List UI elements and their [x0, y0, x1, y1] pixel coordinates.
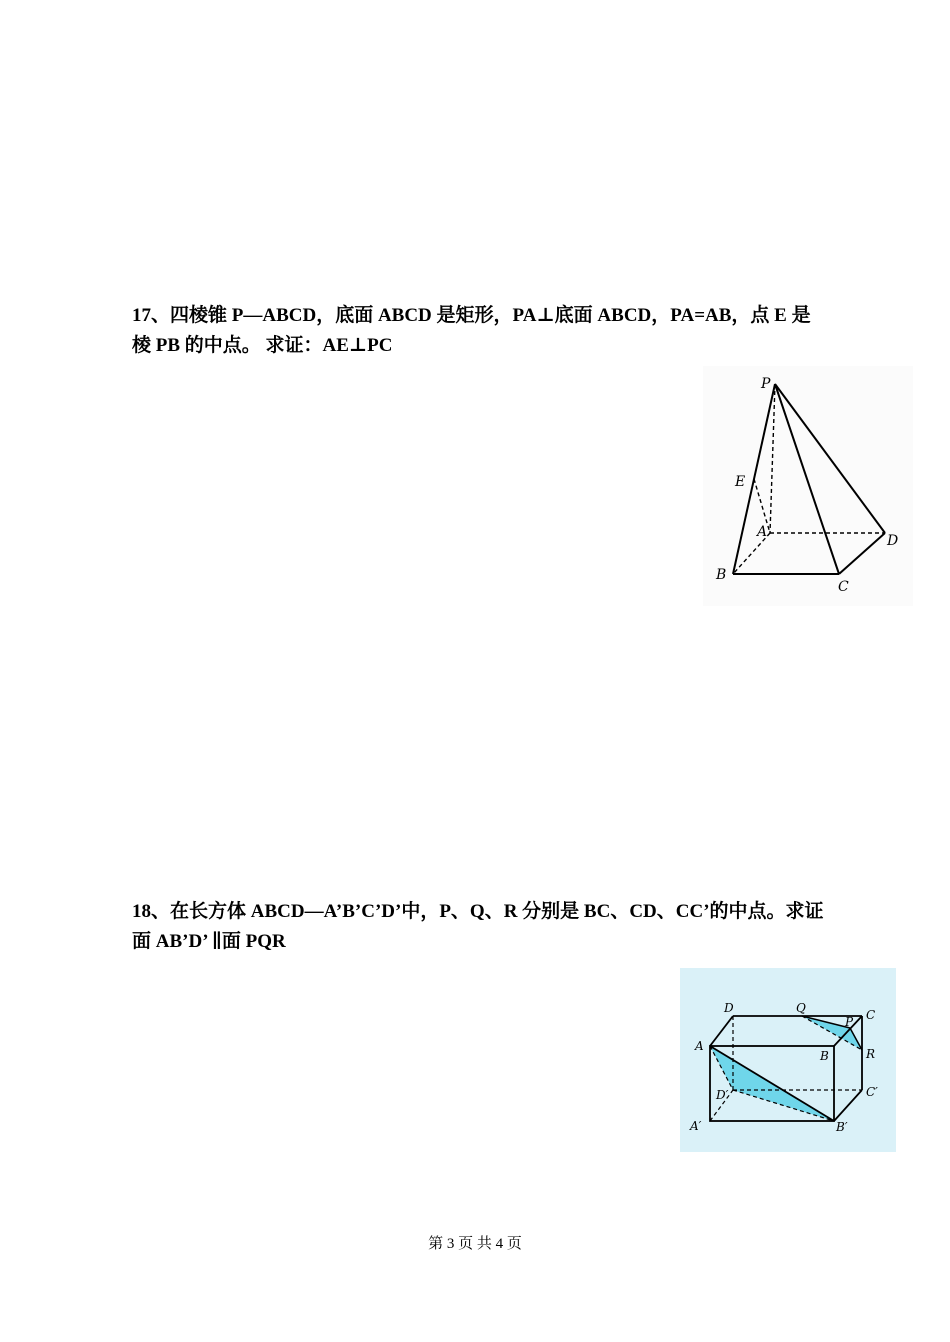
label-b: B: [820, 1049, 829, 1063]
pyramid-figure: [703, 366, 913, 606]
question-18-line-2: 面 AB’D’ ∥面 PQR: [132, 931, 286, 952]
label-b: B: [716, 567, 727, 583]
cuboid-figure: [680, 968, 896, 1152]
question-18: [132, 897, 872, 957]
label-b-prime: B′: [836, 1120, 848, 1134]
question-17: [132, 301, 872, 361]
label-c: C: [866, 1008, 876, 1022]
label-d: D: [887, 533, 899, 549]
cuboid-diagram: [680, 968, 896, 1152]
label-p: P: [845, 1015, 854, 1029]
label-r: R: [866, 1047, 876, 1061]
label-a: A: [695, 1039, 704, 1053]
label-d: D: [724, 1001, 734, 1015]
label-a: A: [757, 524, 768, 540]
page-footer: 第 3 页 共 4 页: [428, 1236, 522, 1252]
label-a-prime: A′: [690, 1119, 702, 1133]
question-18-line-1: 18、在长方体 ABCD—A’B’C’D’中，P、Q、R 分别是 BC、CD、CC’的中点。求证: [132, 901, 824, 922]
label-c-prime: C′: [866, 1085, 878, 1099]
label-e: E: [735, 474, 746, 490]
question-17-line-2: 棱 PB 的中点。 求证：AE⊥PC: [132, 335, 393, 356]
label-q: Q: [796, 1001, 806, 1015]
label-c: C: [838, 579, 849, 595]
pyramid-diagram: [703, 366, 913, 606]
label-p: P: [761, 376, 771, 392]
label-d-prime: D′: [716, 1088, 729, 1102]
question-17-line-1: 17、四棱锥 P—ABCD，底面 ABCD 是矩形，PA⊥底面 ABCD，PA=AB，点 E 是: [132, 305, 811, 326]
